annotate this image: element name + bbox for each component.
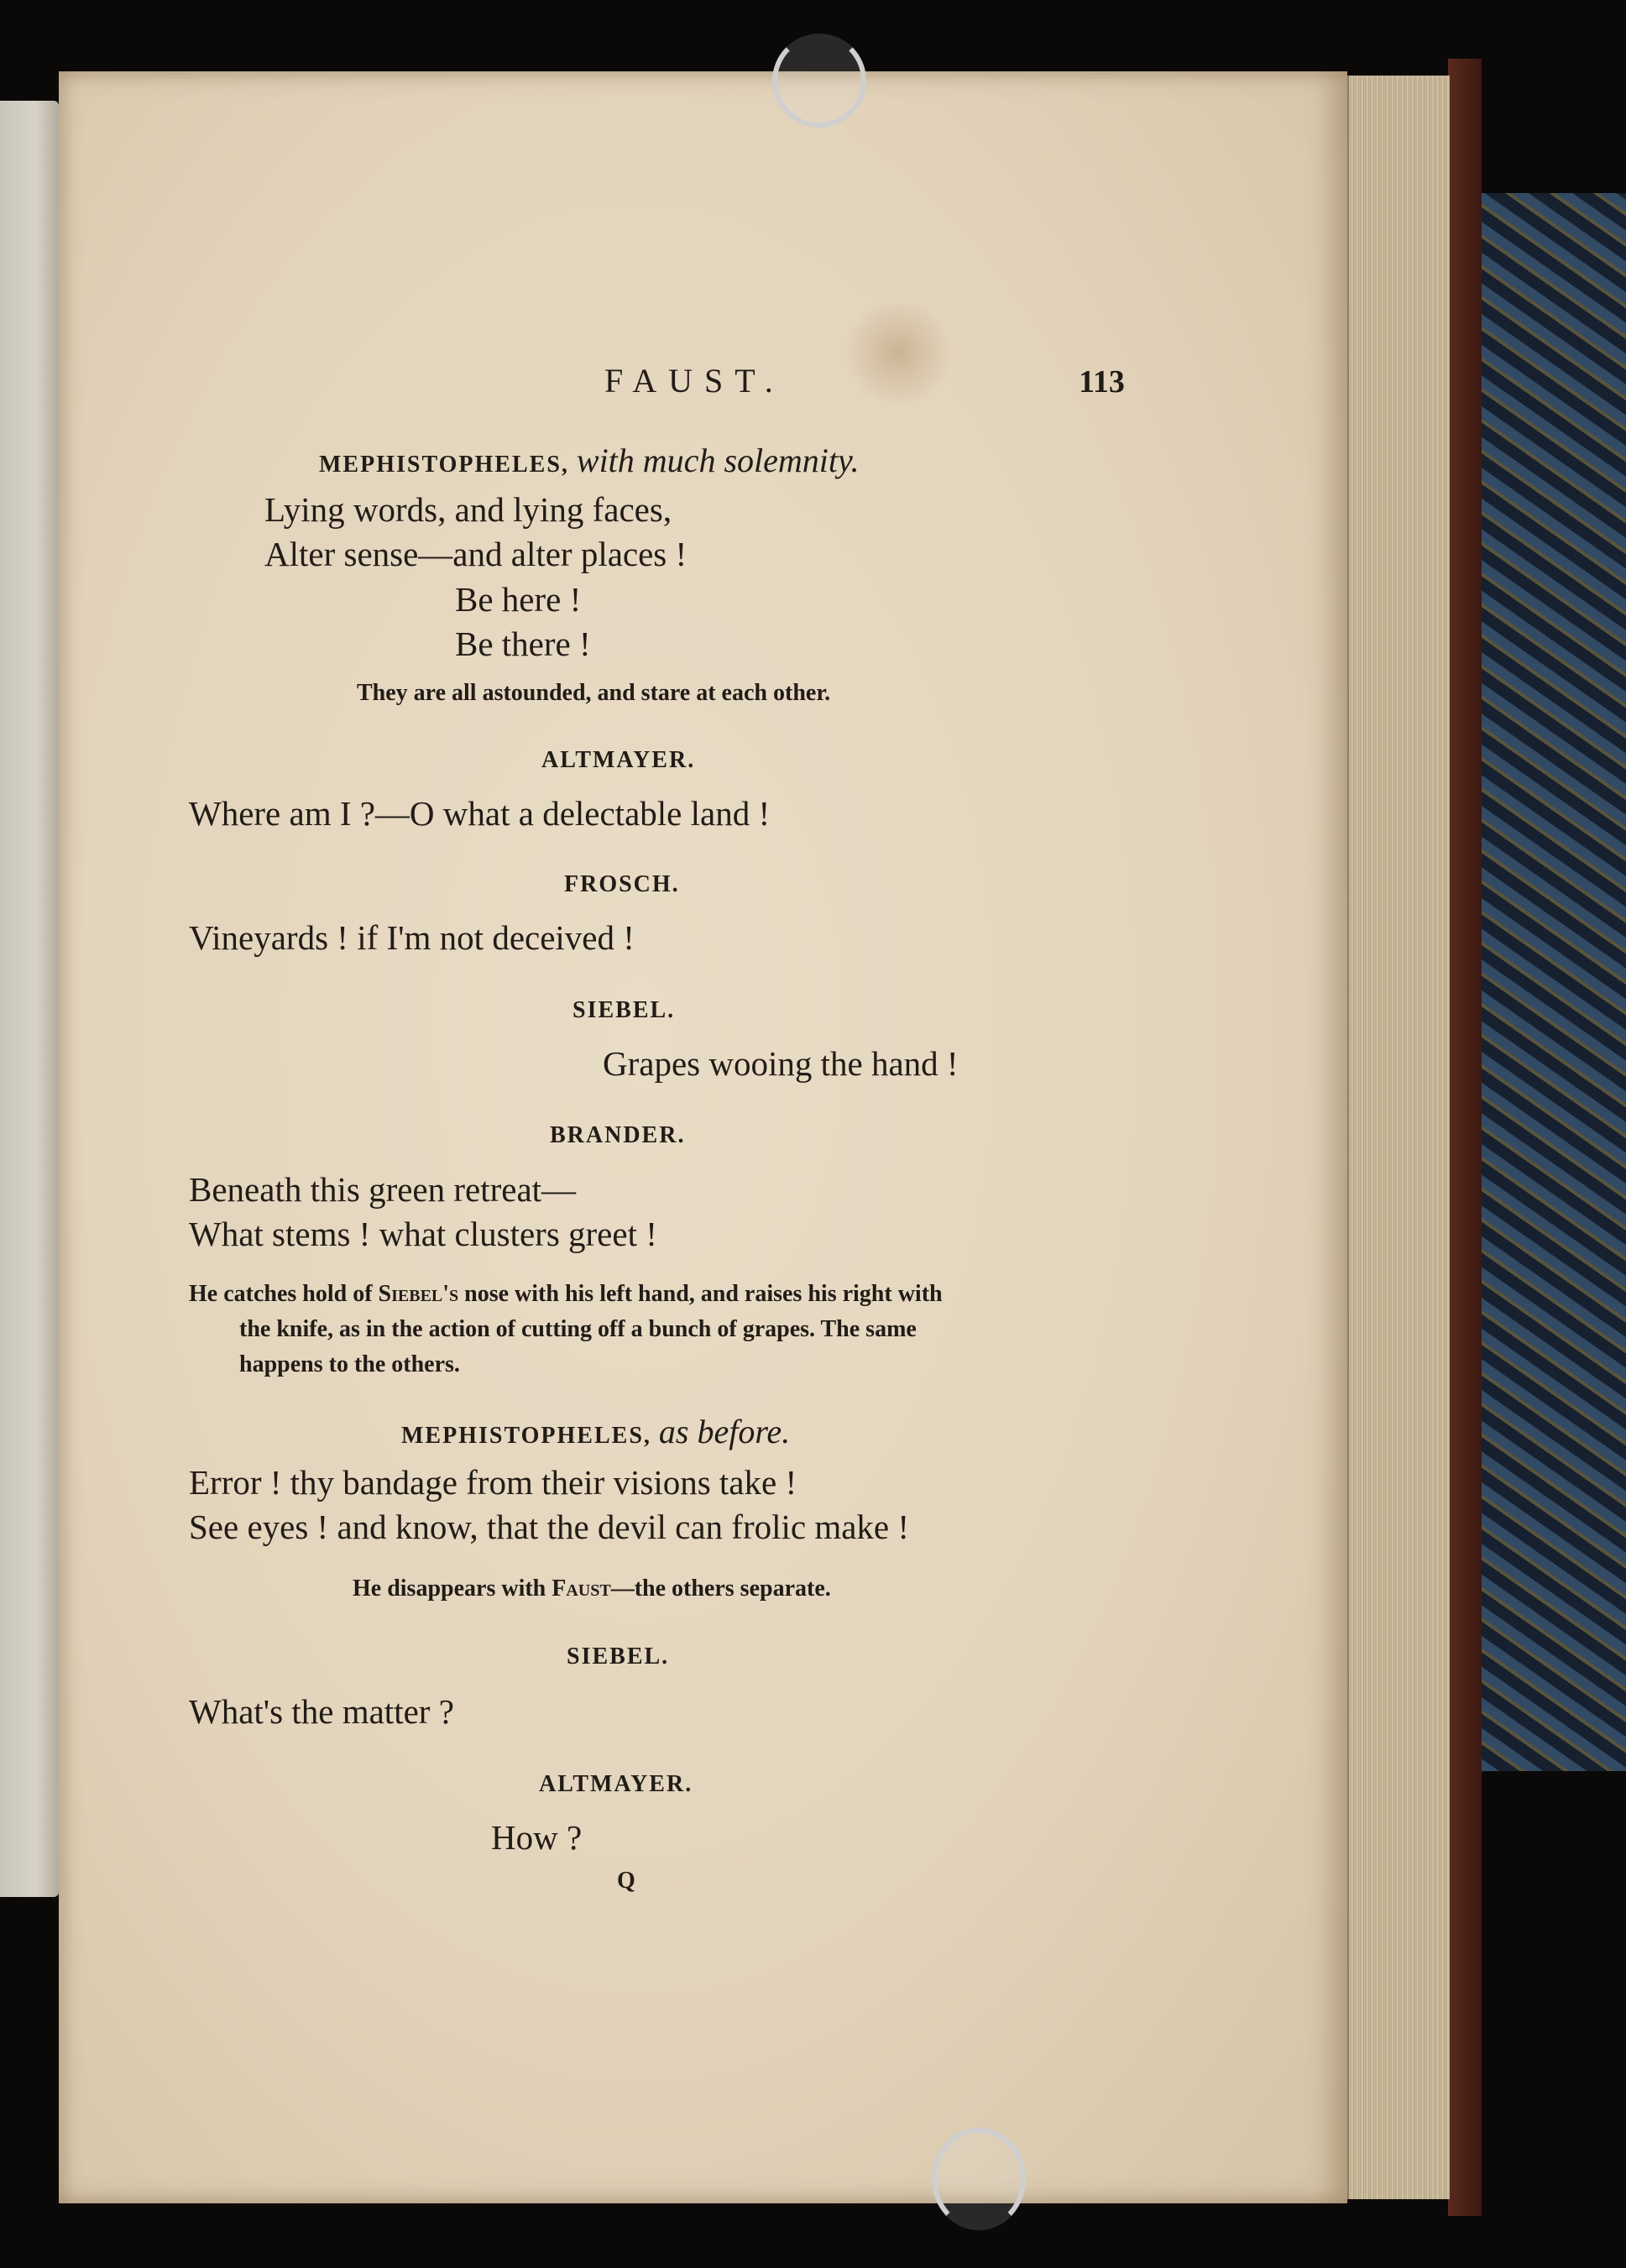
- stage-direction-text: He catches hold of: [189, 1281, 379, 1307]
- stage-direction-text: He disappears with: [353, 1576, 552, 1602]
- verse-line: Where am I ?—O what a delectable land !: [189, 794, 771, 833]
- speaker-heading: ALTMAYER.: [541, 747, 696, 773]
- running-title: FAUST.: [604, 362, 785, 400]
- stage-direction: happens to the others.: [239, 1351, 460, 1377]
- page-block-edges: [1347, 76, 1450, 2199]
- speaker-heading: [319, 441, 860, 480]
- speaker-heading: ALTMAYER.: [539, 1771, 693, 1797]
- verse-line: Be there !: [455, 624, 591, 663]
- verse-line: Vineyards ! if I'm not deceived !: [189, 918, 635, 957]
- speaker-heading: SIEBEL.: [567, 1644, 670, 1670]
- speaker-manner: with much solemnity.: [576, 442, 860, 479]
- page-number: 113: [1079, 364, 1125, 400]
- verse-line: Be here !: [455, 580, 582, 619]
- page-clip-bottom: [932, 2128, 1026, 2230]
- foxing-stain: [839, 302, 957, 403]
- verse-line: Grapes wooing the hand !: [603, 1044, 959, 1083]
- verse-line: What stems ! what clusters greet !: [189, 1215, 657, 1253]
- stage-direction: They are all astounded, and stare at each other.: [357, 680, 831, 706]
- character-name: Siebel's: [378, 1281, 459, 1307]
- marbled-endpaper: [1482, 193, 1626, 1771]
- speaker-heading: FROSCH.: [564, 871, 680, 897]
- signature-mark: Q: [617, 1868, 635, 1894]
- speaker-heading: SIEBEL.: [572, 997, 676, 1023]
- speaker-name: MEPHISTOPHELES,: [319, 452, 569, 478]
- stage-direction-text: —the others separate.: [610, 1576, 831, 1602]
- verse-line: Alter sense—and alter places !: [264, 535, 688, 573]
- verse-line: See eyes ! and know, that the devil can frolic make !: [189, 1508, 910, 1546]
- page-clip-top: [772, 34, 866, 128]
- speaker-manner: as before.: [658, 1413, 791, 1450]
- speaker-name: MEPHISTOPHELES,: [401, 1423, 651, 1449]
- book-page: [59, 71, 1347, 2203]
- character-name: Faust: [552, 1576, 611, 1602]
- verse-line: Error ! thy bandage from their visions take !: [189, 1463, 797, 1502]
- verse-line: Lying words, and lying faces,: [264, 490, 672, 529]
- stage-direction-text: nose with his left hand, and raises his right with: [458, 1281, 943, 1307]
- speaker-heading: BRANDER.: [550, 1122, 686, 1148]
- book-cover-edge: [1448, 59, 1482, 2216]
- stage-direction: [353, 1576, 831, 1602]
- verse-line: How ?: [491, 1818, 583, 1857]
- stage-direction: [189, 1281, 943, 1308]
- speaker-heading: [401, 1412, 790, 1451]
- verse-line: Beneath this green retreat—: [189, 1170, 577, 1209]
- previous-page-edge: [0, 101, 59, 1897]
- stage-direction: the knife, as in the action of cutting off a bunch of grapes. The same: [239, 1316, 917, 1342]
- verse-line: What's the matter ?: [189, 1692, 454, 1731]
